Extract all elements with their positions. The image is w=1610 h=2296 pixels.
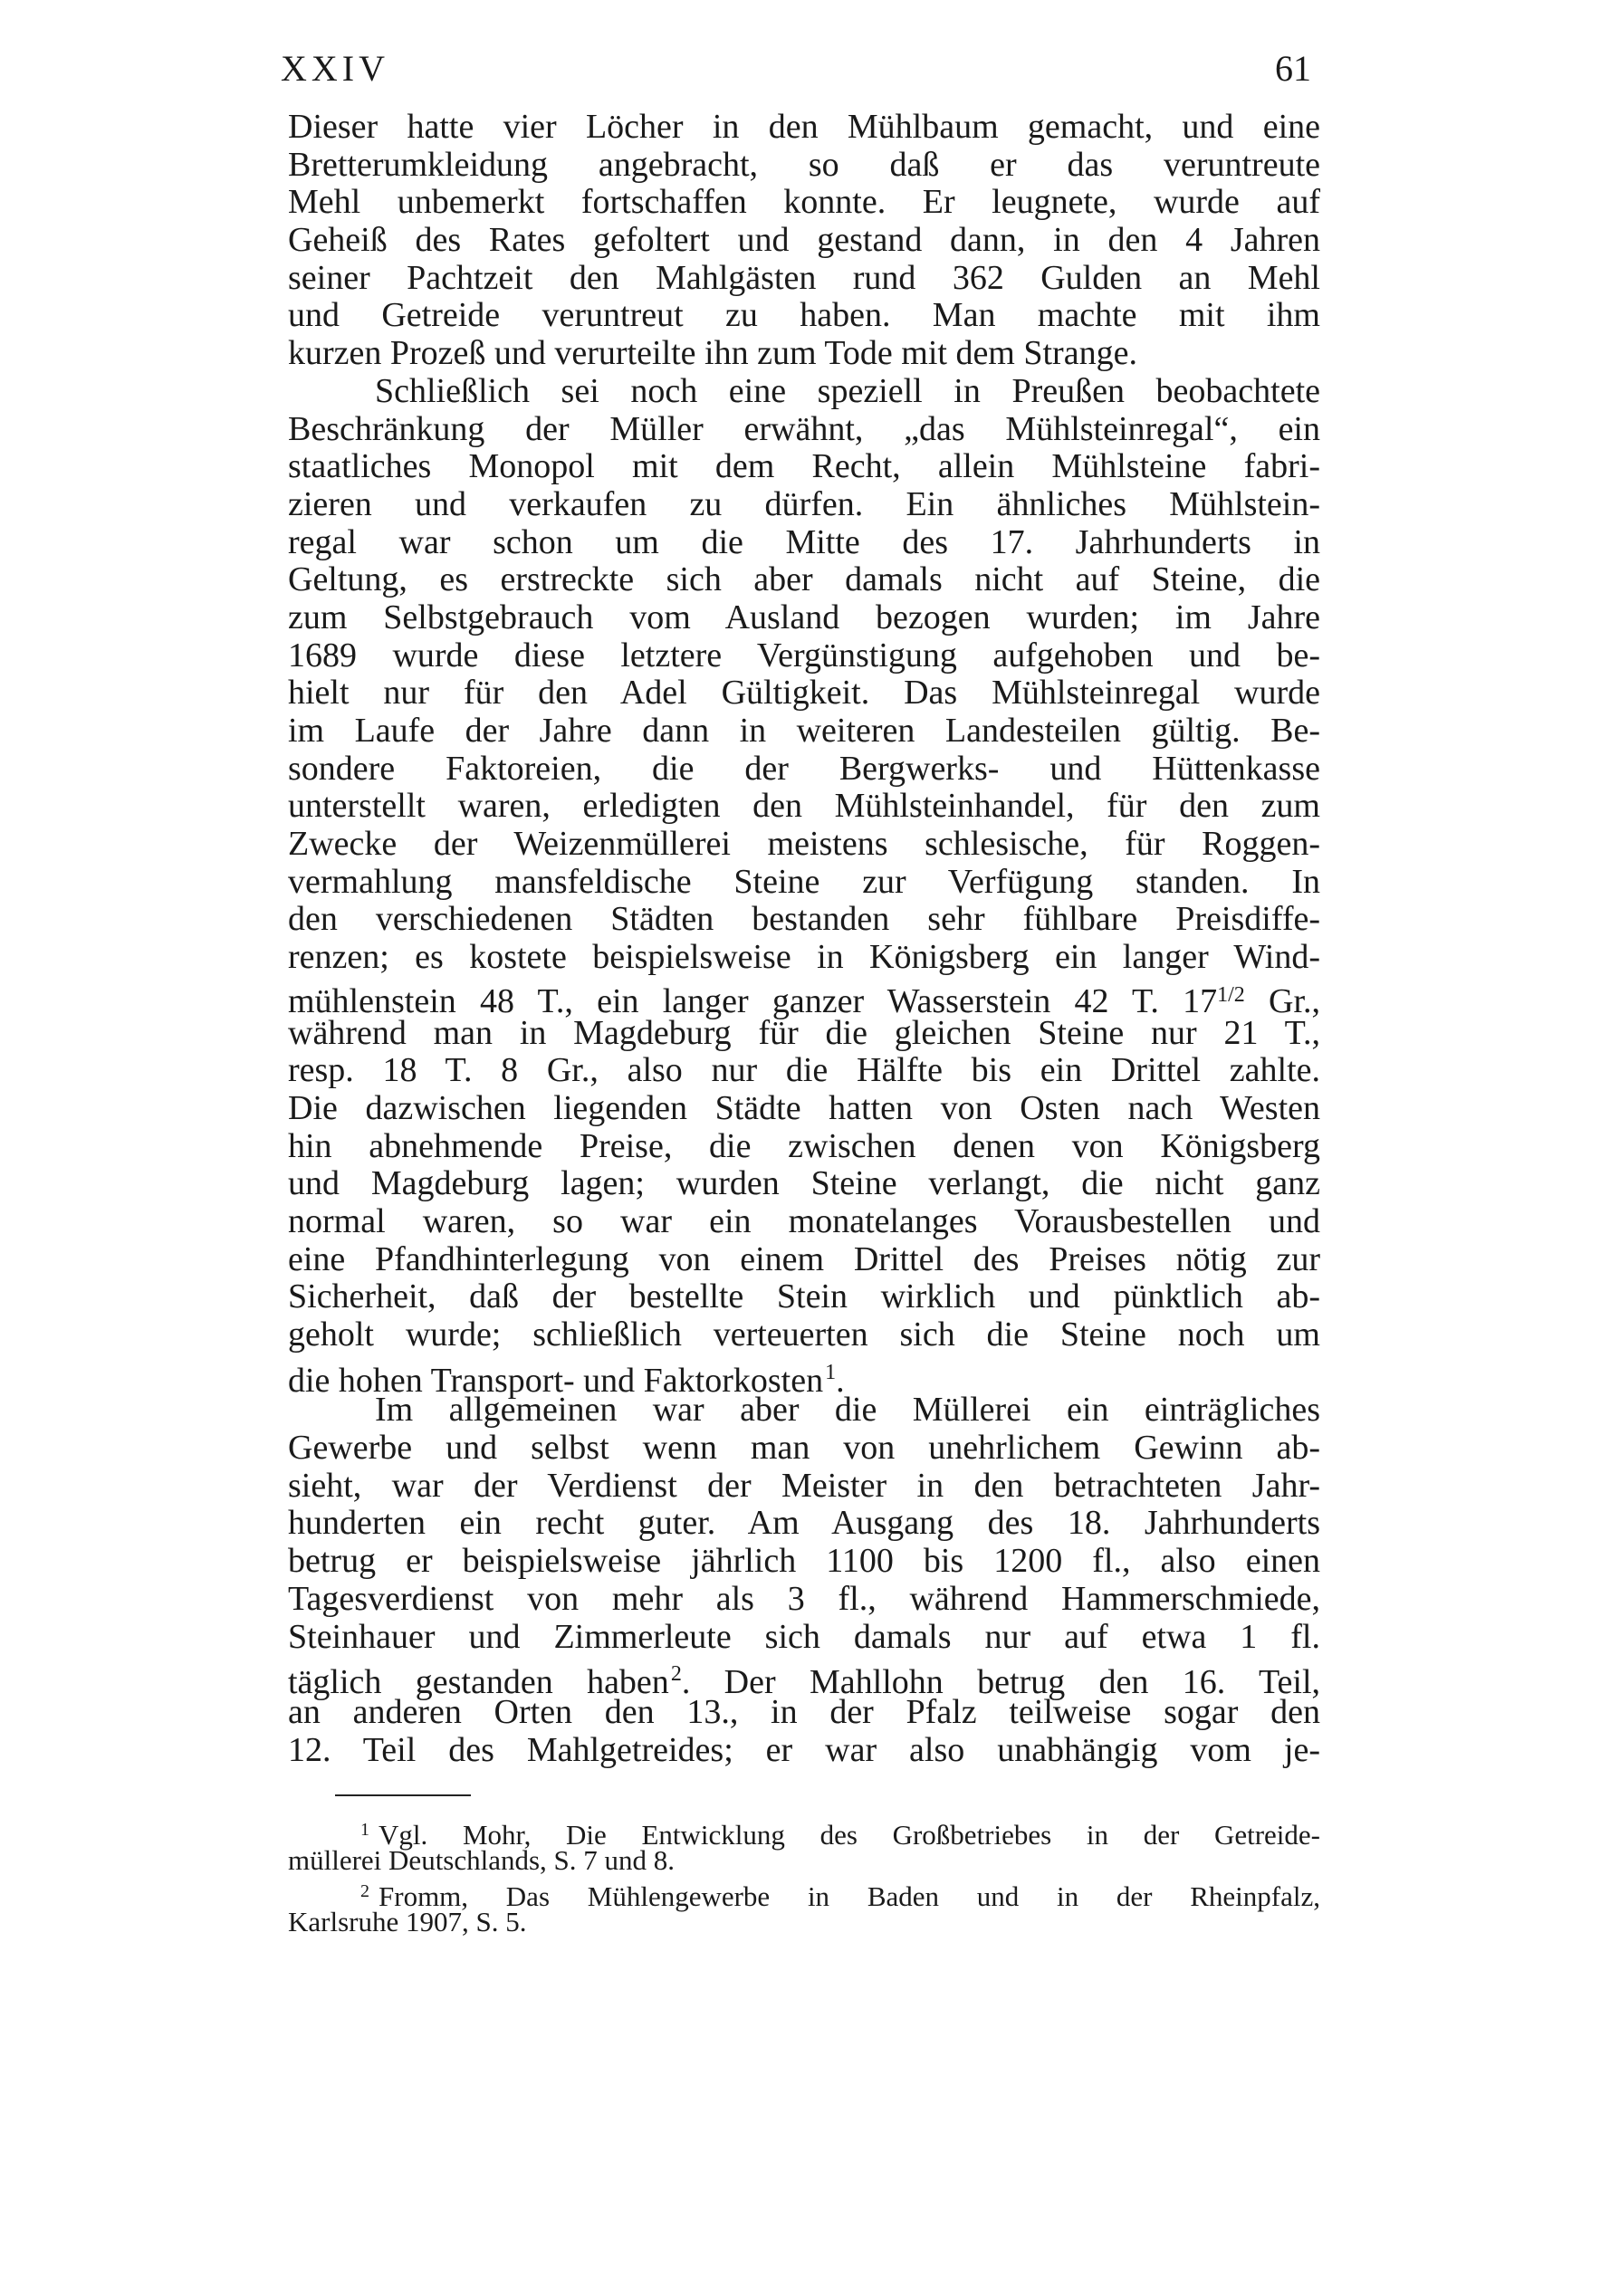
paragraph-start-line: Im allgemeinen war aber die Müllerei ein einträgliches bbox=[375, 1391, 1320, 1430]
text-line: Die dazwischen liegenden Städte hatten von Osten nach Westen bbox=[288, 1088, 1320, 1127]
text-line: vermahlung mansfeldische Steine zur Verfügung standen. In bbox=[288, 862, 1320, 901]
text-line: an anderen Orten den 13., in der Pfalz teilweise sogar den bbox=[288, 1692, 1320, 1731]
fraction-half: 1/2 bbox=[1217, 982, 1245, 1007]
footnote-1 bbox=[288, 1814, 1320, 1851]
text-line: sieht, war der Verdienst der Meister in den betrachteten Jahr- bbox=[288, 1466, 1320, 1505]
text-line: 12. Teil des Mahlgetreides; er war also unabhängig vom je- bbox=[288, 1730, 1320, 1769]
text-line: eine Pfandhinterlegung von einem Drittel des Preises nötig zur bbox=[288, 1239, 1320, 1278]
text-line bbox=[288, 977, 1320, 1020]
main-text bbox=[288, 109, 1320, 1769]
text-segment: täglich gestanden haben bbox=[288, 1663, 669, 1702]
page-number: 61 bbox=[1275, 48, 1311, 89]
text-line bbox=[288, 1656, 1320, 1702]
text-line: Gewerbe und selbst wenn man von unehrlichem Gewinn ab- bbox=[288, 1429, 1320, 1468]
text-line: renzen; es kostete beispielsweise in Königsberg ein langer Wind- bbox=[288, 938, 1320, 977]
text-line: zieren und verkaufen zu dürfen. Ein ähnliches Mühlstein- bbox=[288, 484, 1320, 523]
text-line: hielt nur für den Adel Gültigkeit. Das Mühlsteinregal wurde bbox=[288, 674, 1320, 713]
text-line: im Laufe der Jahre dann in weiteren Landesteilen gültig. Be- bbox=[288, 712, 1320, 750]
text-line: kurzen Prozeß und verurteilte ihn zum Tode mit dem Strange. bbox=[288, 334, 1137, 373]
text-segment: die hohen Transport- und Faktorkosten bbox=[288, 1361, 824, 1400]
text-line: geholt wurde; schließlich verteuerten sich die Steine noch um bbox=[288, 1315, 1320, 1354]
text-line: und Getreide veruntreut zu haben. Man machte mit ihm bbox=[288, 296, 1320, 335]
text-line: Beschränkung der Müller erwähnt, „das Mühlsteinregal“, ein bbox=[288, 409, 1320, 448]
text-line: sondere Faktoreien, die der Bergwerks- und Hüttenkasse bbox=[288, 749, 1320, 788]
text-line: 1689 wurde diese letztere Vergünstigung aufgehoben und be- bbox=[288, 636, 1320, 674]
text-line: unterstellt waren, erledigten den Mühlsteinhandel, für den zum bbox=[288, 787, 1320, 826]
text-line: Sicherheit, daß der bestellte Stein wirklich und pünktlich ab- bbox=[288, 1277, 1320, 1316]
text-segment: Gr., bbox=[1244, 981, 1320, 1020]
text-line: seiner Pachtzeit den Mahlgästen rund 362 Gulden an Mehl bbox=[288, 258, 1320, 297]
text-line: regal war schon um die Mitte des 17. Jahrhunderts in bbox=[288, 522, 1320, 561]
text-line: Steinhauer und Zimmerleute sich damals nur auf etwa 1 fl. bbox=[288, 1617, 1320, 1656]
text-line: betrug er beispielsweise jährlich 1100 bis 1200 fl., also einen bbox=[288, 1542, 1320, 1581]
text-line: und Magdeburg lagen; wurden Steine verlangt, die nicht ganz bbox=[288, 1164, 1320, 1203]
text-line: hunderten ein recht guter. Am Ausgang des 18. Jahrhunderts bbox=[288, 1504, 1320, 1543]
text-line: staatliches Monopol mit dem Recht, allein Mühlsteine fabri- bbox=[288, 447, 1320, 486]
text-line: den verschiedenen Städten bestanden sehr fühlbare Preisdiffe- bbox=[288, 900, 1320, 939]
footnote-text: Vgl. Mohr, Die Entwicklung des Großbetriebes in der Getreide- bbox=[379, 1819, 1320, 1851]
text-line: Mehl unbemerkt fortschaffen konnte. Er leugnete, wurde auf bbox=[288, 183, 1320, 222]
text-line: hin abnehmende Preise, die zwischen denen von Königsberg bbox=[288, 1126, 1320, 1165]
text-segment: mühlenstein 48 T., ein langer ganzer Wasserstein 42 T. 17 bbox=[288, 981, 1218, 1020]
footnote-2 bbox=[288, 1876, 1320, 1912]
footnote-number: 1 bbox=[360, 1820, 369, 1840]
footnote-number: 2 bbox=[360, 1881, 369, 1901]
text-line: während man in Magdeburg für die gleichen Steine nur 21 T., bbox=[288, 1013, 1320, 1052]
text-line: Tagesverdienst von mehr als 3 fl., während Hammerschmiede, bbox=[288, 1579, 1320, 1618]
page-header bbox=[281, 47, 1311, 92]
text-line: Dieser hatte vier Löcher in den Mühlbaum gemacht, und eine bbox=[288, 108, 1320, 146]
footnote-continuation: Karlsruhe 1907, S. 5. bbox=[288, 1906, 527, 1937]
footnote-ref: 2 bbox=[670, 1662, 682, 1687]
sheet-signature-mark: XXIV bbox=[281, 48, 389, 89]
text-line: zum Selbstgebrauch vom Ausland bezogen wurden; im Jahre bbox=[288, 598, 1320, 636]
footnote-continuation: müllerei Deutschlands, S. 7 und 8. bbox=[288, 1844, 676, 1876]
footnote-divider bbox=[335, 1794, 471, 1796]
footnote-text: Fromm, Das Mühlengewerbe in Baden und in der Rheinpfalz, bbox=[379, 1880, 1320, 1912]
text-line bbox=[288, 1354, 1320, 1400]
paragraph-start-line: Schließlich sei noch eine speziell in Preußen beobachtete bbox=[375, 371, 1320, 410]
text-segment: . Der Mahllohn betrug den 16. Teil, bbox=[681, 1663, 1320, 1702]
footnote-ref: 1 bbox=[825, 1360, 837, 1384]
footnotes bbox=[288, 1814, 1320, 1937]
text-line: normal waren, so war ein monatelanges Vorausbestellen und bbox=[288, 1201, 1320, 1240]
text-segment: . bbox=[836, 1361, 845, 1400]
text-line: Geheiß des Rates gefoltert und gestand dann, in den 4 Jahren bbox=[288, 221, 1320, 260]
text-line: Geltung, es erstreckte sich aber damals nicht auf Steine, die bbox=[288, 560, 1320, 599]
text-line: Bretterumkleidung angebracht, so daß er das veruntreute bbox=[288, 145, 1320, 184]
text-line: Zwecke der Weizenmüllerei meistens schlesische, für Roggen- bbox=[288, 825, 1320, 864]
text-line: resp. 18 T. 8 Gr., also nur die Hälfte bis ein Drittel zahlte. bbox=[288, 1051, 1320, 1090]
